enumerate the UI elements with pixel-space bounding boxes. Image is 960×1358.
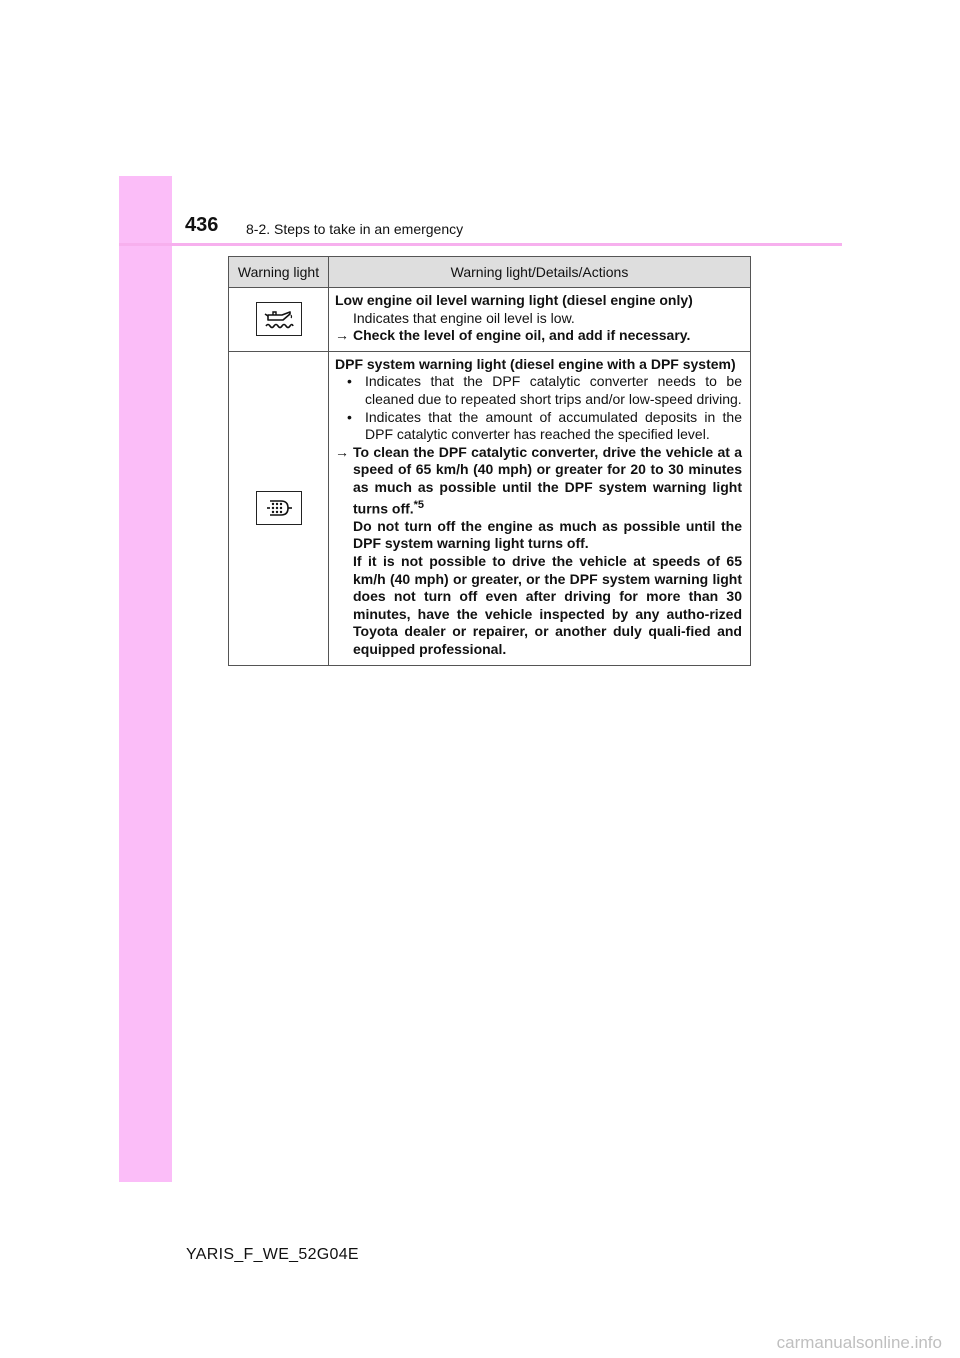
warning-action: [335, 327, 742, 345]
table-row: [229, 288, 751, 352]
warning-action-extra: Do not turn off the engine as much as possible until the DPF system warning light turns off.: [353, 517, 742, 552]
warning-bullet: [335, 409, 742, 444]
bullet-dot: •: [347, 373, 352, 390]
warning-bullet: [335, 373, 742, 408]
warning-action-extra: If it is not possible to drive the vehicle at speeds of 65 km/h (40 mph) or greater, or the DPF system warning light does not turn off even after driving for more than 30 minutes, have the vehicle inspected by any autho-rized Toyota dealer or repairer, or another duly quali-fied and equipped professional.: [353, 552, 742, 657]
warning-bullet-text: Indicates that the amount of accumulated deposits in the DPF catalytic converter has reached the specified level.: [365, 408, 742, 443]
dpf-system-icon: [256, 491, 302, 525]
warning-light-cell: [229, 288, 329, 352]
warning-action: [335, 444, 742, 659]
page-number: 436: [185, 214, 219, 236]
warning-details-cell: [329, 288, 751, 352]
header-rule: [119, 243, 842, 246]
footnote-mark: *5: [413, 498, 425, 511]
warning-light-table: [228, 256, 751, 666]
warning-title: DPF system warning light (diesel engine with a DPF system): [335, 355, 736, 372]
warning-details-cell: [329, 351, 751, 665]
warning-detail: Indicates that engine oil level is low.: [353, 309, 575, 326]
warning-light-cell: [229, 351, 329, 665]
table-row: [229, 351, 751, 665]
document-code: YARIS_F_WE_52G04E: [186, 1246, 359, 1263]
bullet-dot: •: [347, 408, 352, 425]
engine-oil-level-icon: [256, 302, 302, 336]
warning-title: Low engine oil level warning light (diesel engine only): [335, 292, 693, 308]
side-tab-bar: [119, 176, 172, 1182]
warning-bullet-text: Indicates that the DPF catalytic converter needs to be cleaned due to repeated short trips and/or low-speed driving.: [365, 373, 742, 407]
arrow-icon: →: [335, 443, 349, 460]
watermark: carmanualsonline.info: [776, 1333, 942, 1352]
section-title: 8-2. Steps to take in an emergency: [246, 221, 464, 237]
col-header-details-actions: Warning light/Details/Actions: [329, 257, 751, 288]
table-header-row: [229, 257, 751, 288]
arrow-icon: →: [335, 327, 349, 344]
warning-action-text: To clean the DPF catalytic converter, drive the vehicle at a speed of 65 km/h (40 mph) or greater for 20 to 30 minutes as much as possible until the DPF system warning light turns off.: [353, 443, 742, 517]
col-header-warning-light: Warning light: [229, 257, 329, 288]
warning-action-text: Check the level of engine oil, and add if necessary.: [353, 327, 691, 344]
